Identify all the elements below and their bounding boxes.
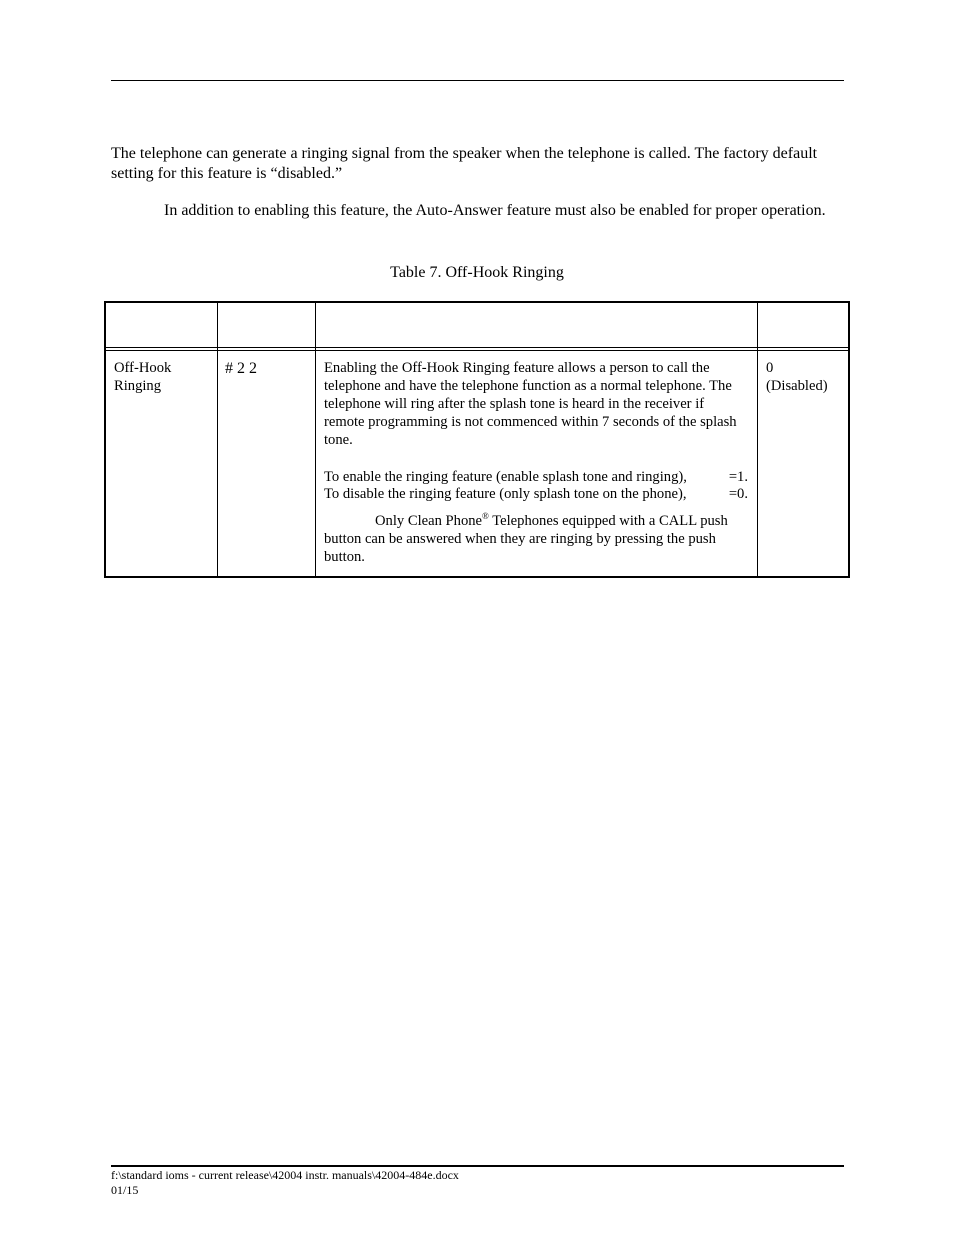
intro-paragraph: The telephone can generate a ringing signal from the speaker when the telephone is called. The factory default setting for this feature is “disabled.” bbox=[111, 145, 818, 182]
feature-name-cell bbox=[114, 360, 214, 396]
note-text-after: Telephones equipped with a CALL push button can be answered when they are ringing by pressing the push button. bbox=[324, 513, 728, 566]
registered-mark: ® bbox=[482, 511, 489, 522]
disable-value: =0. bbox=[728, 486, 748, 503]
disable-text: To disable the ringing feature (only splash tone on the phone), bbox=[324, 486, 687, 503]
column-divider bbox=[315, 303, 316, 576]
default-value: 0 bbox=[766, 360, 774, 376]
header-rule bbox=[111, 80, 844, 81]
footer-rule bbox=[111, 1165, 844, 1167]
column-divider bbox=[217, 303, 218, 576]
default-label: (Disabled) bbox=[766, 377, 828, 394]
enable-text: To enable the ringing feature (enable splash tone and ringing), bbox=[324, 468, 687, 485]
enable-value: =1. bbox=[728, 468, 748, 485]
feature-name-line: Ringing bbox=[114, 377, 162, 394]
feature-name-line: Off-Hook bbox=[114, 360, 172, 376]
note-paragraph: In addition to enabling this feature, the Auto-Answer feature must also be enabled for proper operation. bbox=[164, 202, 826, 219]
header-divider bbox=[106, 347, 848, 351]
enable-instruction bbox=[324, 469, 748, 487]
feature-code-cell: # 2 2 bbox=[225, 360, 257, 377]
default-value-cell bbox=[766, 360, 846, 396]
note-text-before: Only Clean Phone bbox=[375, 513, 483, 530]
feature-table bbox=[104, 301, 850, 578]
table-caption: Table 7. Off-Hook Ringing bbox=[390, 264, 564, 281]
footer-date: 01/15 bbox=[111, 1183, 139, 1197]
description-text: Enabling the Off-Hook Ringing feature allows a person to call the telephone and have the telephone function as a normal telephone. The telephone will ring after the splash tone is heard in the receiver if remote programming is not commenced within 7 seconds of the splash tone. bbox=[324, 360, 737, 448]
call-button-note bbox=[324, 513, 748, 567]
column-divider bbox=[757, 303, 758, 576]
disable-instruction bbox=[324, 486, 748, 504]
footer-file-path: f:\standard ioms - current release\42004 instr. manuals\42004-484e.docx bbox=[111, 1168, 459, 1182]
feature-description-cell bbox=[324, 360, 748, 567]
